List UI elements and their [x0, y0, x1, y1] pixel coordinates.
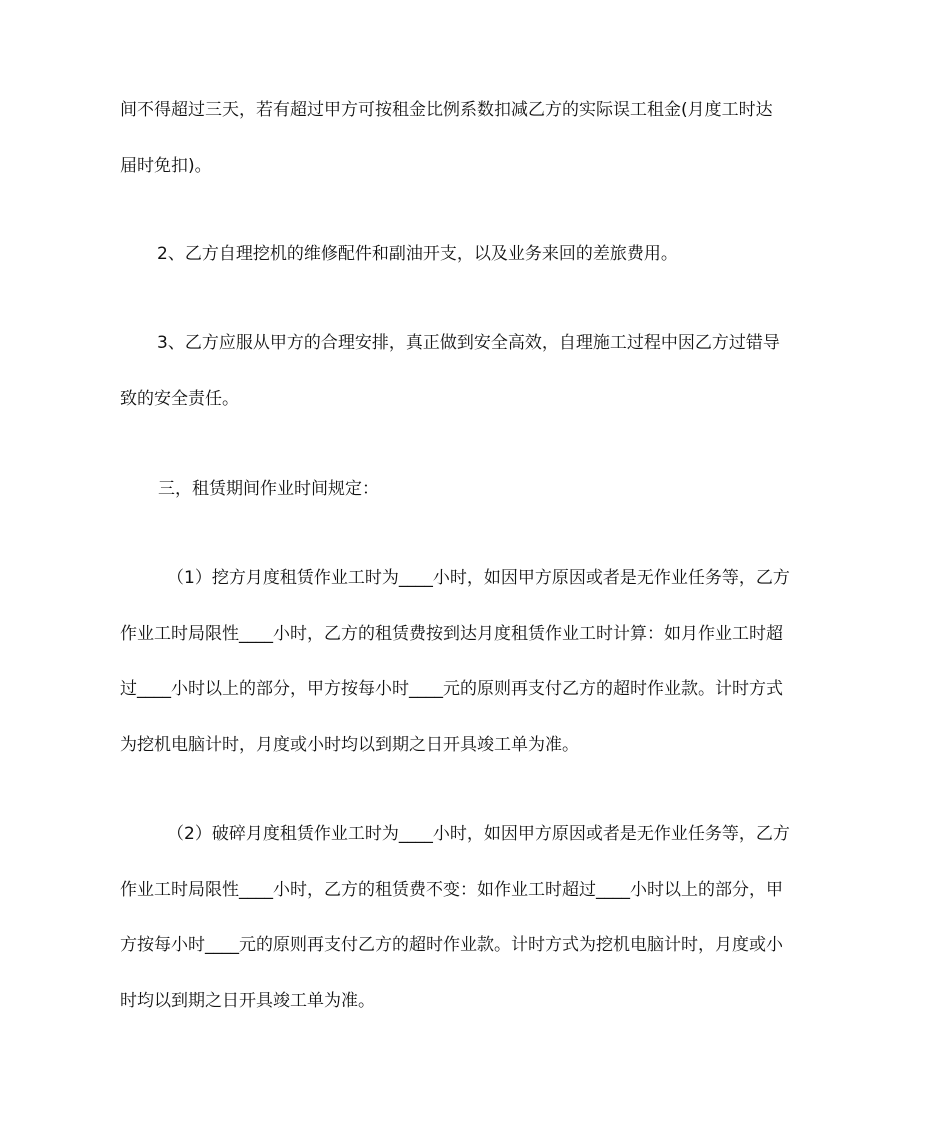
paragraph-line: 间不得超过三天，若有超过甲方可按租金比例系数扣减乙方的实际误工租金(月度工时达	[120, 100, 773, 120]
paragraph-line: 届时免扣)。	[120, 156, 212, 176]
paragraph-line: 方按每小时____元的原则再支付乙方的超时作业款。计时方式为挖机电脑计时，月度或小	[120, 935, 783, 955]
paragraph-line: 作业工时局限性____小时，乙方的租赁费按到达月度租赁作业工时计算：如月作业工时超	[120, 624, 783, 644]
clause-3-line: 3、乙方应服从甲方的合理安排，真正做到安全高效，自理施工过程中因乙方过错导	[157, 333, 780, 353]
item-1-line: （1）挖方月度租赁作业工时为____小时，如因甲方原因或者是无作业任务等，乙方	[167, 568, 790, 588]
paragraph-line: 时均以到期之日开具竣工单为准。	[120, 991, 375, 1011]
item-2-line: （2）破碎月度租赁作业工时为____小时，如因甲方原因或者是无作业任务等，乙方	[167, 824, 790, 844]
paragraph-line: 为挖机电脑计时，月度或小时均以到期之日开具竣工单为准。	[120, 735, 579, 755]
paragraph-line: 作业工时局限性____小时，乙方的租赁费不变：如作业工时超过____小时以上的部分，甲	[120, 880, 783, 900]
paragraph-line: 过____小时以上的部分，甲方按每小时____元的原则再支付乙方的超时作业款。计时方式	[120, 679, 783, 699]
section-heading: 三，租赁期间作业时间规定：	[158, 479, 379, 499]
clause-2-line: 2、乙方自理挖机的维修配件和副油开支，以及业务来回的差旅费用。	[157, 244, 678, 264]
paragraph-line: 致的安全责任。	[120, 389, 239, 409]
